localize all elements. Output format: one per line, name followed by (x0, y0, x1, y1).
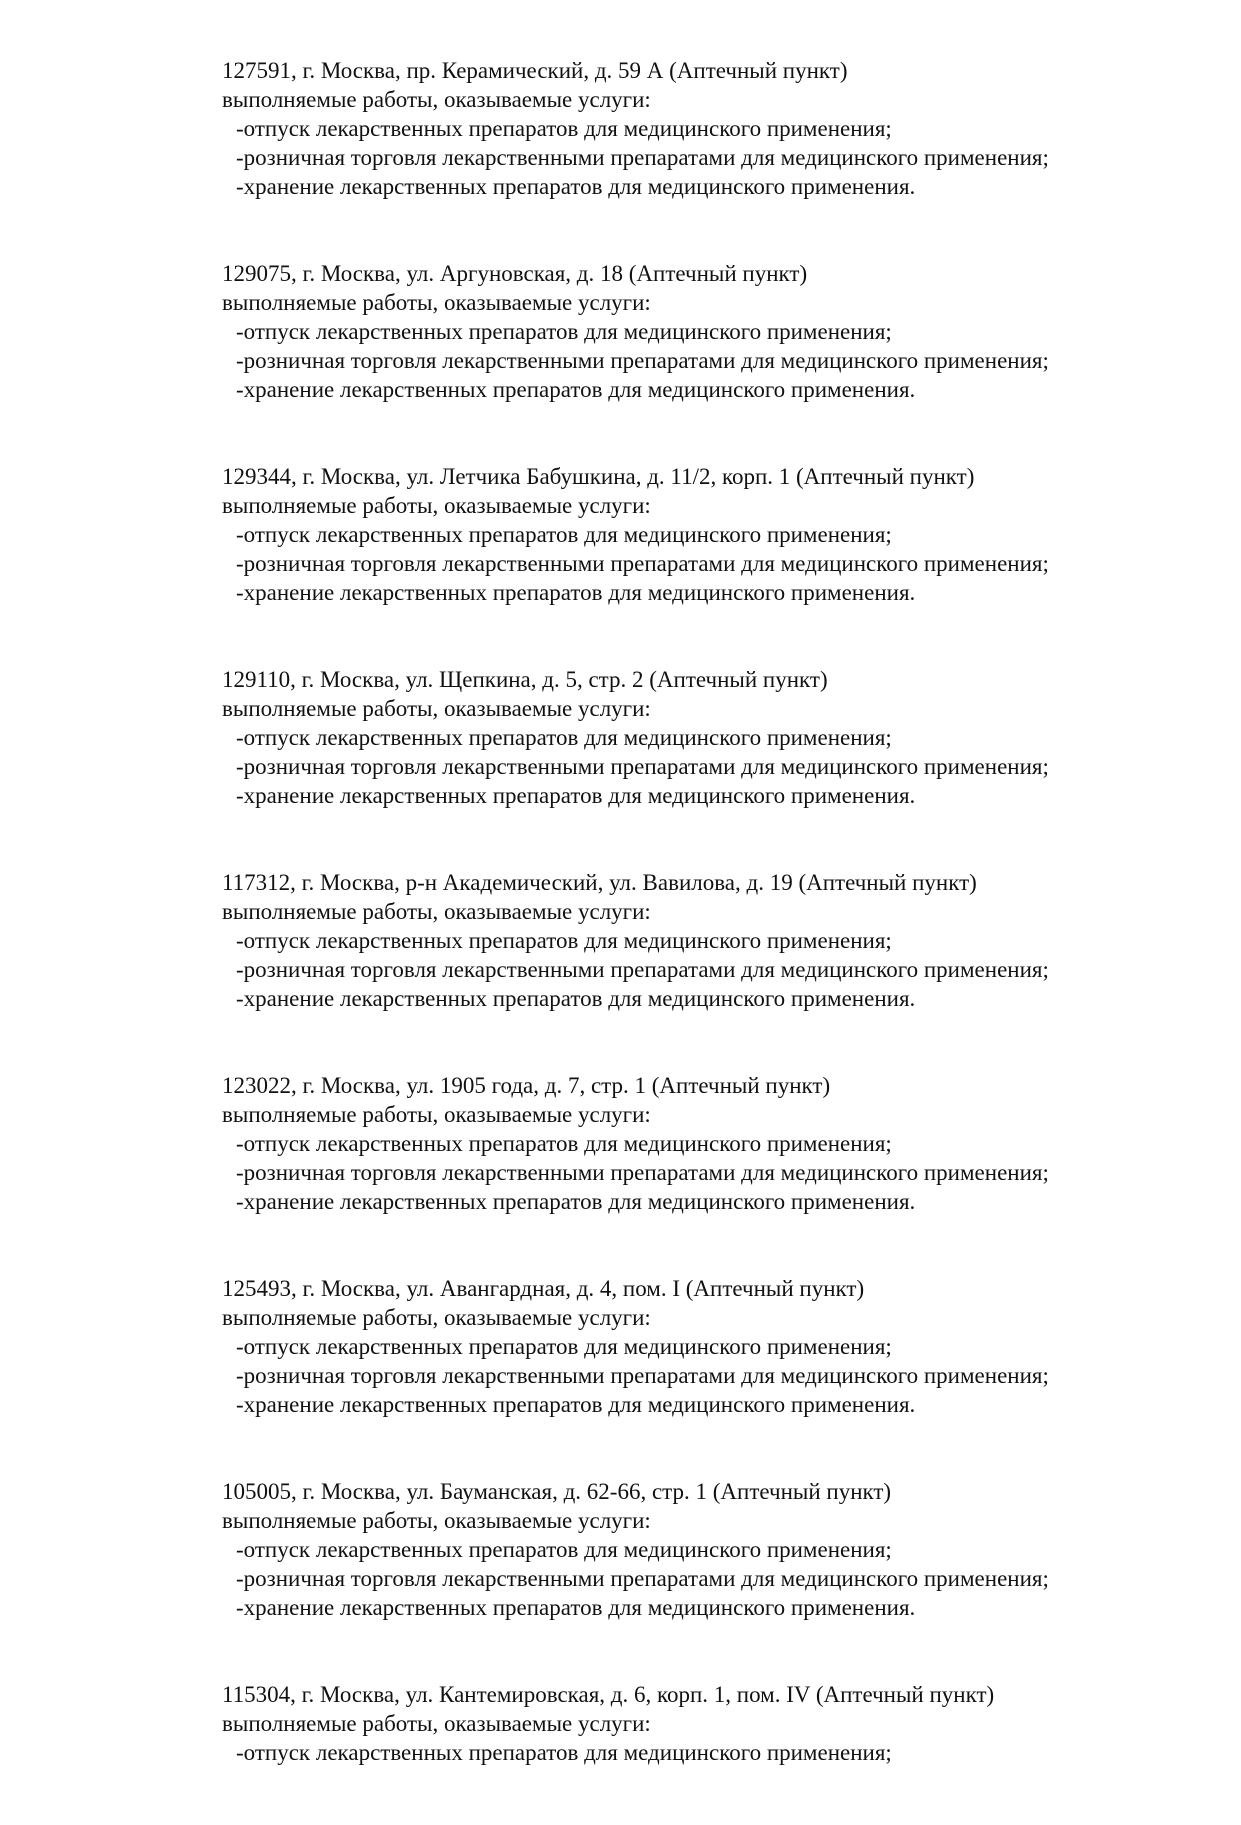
service-item: -хранение лекарственных препаратов для медицинского применения. (236, 1595, 916, 1620)
service-item: -хранение лекарственных препаратов для медицинского применения. (236, 783, 916, 808)
service-item: -отпуск лекарственных препаратов для медицинского применения; (236, 1740, 892, 1765)
entry-address: 123022, г. Москва, ул. 1905 года, д. 7, стр. 1 (Аптечный пункт) (222, 1073, 831, 1098)
service-item: -хранение лекарственных препаратов для медицинского применения. (236, 986, 916, 1011)
pharmacy-entry (222, 1274, 1222, 1419)
pharmacy-entry (222, 259, 1222, 404)
service-item: -отпуск лекарственных препаратов для медицинского применения; (236, 522, 892, 547)
service-item: -розничная торговля лекарственными препаратами для медицинского применения; (236, 348, 1049, 373)
pharmacy-entry (222, 462, 1222, 607)
service-item: -отпуск лекарственных препаратов для медицинского применения; (236, 1537, 892, 1562)
service-item: -розничная торговля лекарственными препаратами для медицинского применения; (236, 145, 1049, 170)
entry-address: 125493, г. Москва, ул. Авангардная, д. 4, пом. I (Аптечный пункт) (222, 1276, 865, 1301)
service-item: -розничная торговля лекарственными препаратами для медицинского применения; (236, 1363, 1049, 1388)
entry-heading: выполняемые работы, оказываемые услуги: (222, 696, 651, 721)
entry-address: 117312, г. Москва, р-н Академический, ул. Вавилова, д. 19 (Аптечный пункт) (222, 870, 977, 895)
entry-heading: выполняемые работы, оказываемые услуги: (222, 1711, 651, 1736)
service-item: -хранение лекарственных препаратов для медицинского применения. (236, 1189, 916, 1214)
service-item: -отпуск лекарственных препаратов для медицинского применения; (236, 928, 892, 953)
entry-heading: выполняемые работы, оказываемые услуги: (222, 1102, 651, 1127)
service-item: -хранение лекарственных препаратов для медицинского применения. (236, 580, 916, 605)
service-item: -отпуск лекарственных препаратов для медицинского применения; (236, 116, 892, 141)
entry-heading: выполняемые работы, оказываемые услуги: (222, 1508, 651, 1533)
pharmacy-entry (222, 665, 1222, 810)
entry-heading: выполняемые работы, оказываемые услуги: (222, 1305, 651, 1330)
service-item: -розничная торговля лекарственными препаратами для медицинского применения; (236, 957, 1049, 982)
pharmacy-entry (222, 56, 1222, 201)
service-item: -отпуск лекарственных препаратов для медицинского применения; (236, 725, 892, 750)
document-body (222, 56, 1222, 1825)
entry-heading: выполняемые работы, оказываемые услуги: (222, 899, 651, 924)
service-item: -розничная торговля лекарственными препаратами для медицинского применения; (236, 1160, 1049, 1185)
service-item: -хранение лекарственных препаратов для медицинского применения. (236, 174, 916, 199)
entry-heading: выполняемые работы, оказываемые услуги: (222, 493, 651, 518)
service-item: -розничная торговля лекарственными препаратами для медицинского применения; (236, 754, 1049, 779)
entry-address: 115304, г. Москва, ул. Кантемировская, д. 6, корп. 1, пом. IV (Аптечный пункт) (222, 1682, 995, 1707)
pharmacy-entry (222, 1477, 1222, 1622)
entry-address: 129110, г. Москва, ул. Щепкина, д. 5, стр. 2 (Аптечный пункт) (222, 667, 828, 692)
service-item: -отпуск лекарственных препаратов для медицинского применения; (236, 319, 892, 344)
entry-heading: выполняемые работы, оказываемые услуги: (222, 87, 651, 112)
entry-address: 129075, г. Москва, ул. Аргуновская, д. 18 (Аптечный пункт) (222, 261, 808, 286)
service-item: -хранение лекарственных препаратов для медицинского применения. (236, 1392, 916, 1417)
service-item: -розничная торговля лекарственными препаратами для медицинского применения; (236, 551, 1049, 576)
pharmacy-entry (222, 1680, 1222, 1767)
entry-heading: выполняемые работы, оказываемые услуги: (222, 290, 651, 315)
service-item: -отпуск лекарственных препаратов для медицинского применения; (236, 1334, 892, 1359)
service-item: -хранение лекарственных препаратов для медицинского применения. (236, 377, 916, 402)
pharmacy-entry (222, 868, 1222, 1013)
entry-address: 127591, г. Москва, пр. Керамический, д. 59 А (Аптечный пункт) (222, 58, 848, 83)
entry-address: 105005, г. Москва, ул. Бауманская, д. 62-66, стр. 1 (Аптечный пункт) (222, 1479, 892, 1504)
service-item: -розничная торговля лекарственными препаратами для медицинского применения; (236, 1566, 1049, 1591)
pharmacy-entry (222, 1071, 1222, 1216)
service-item: -отпуск лекарственных препаратов для медицинского применения; (236, 1131, 892, 1156)
entry-address: 129344, г. Москва, ул. Летчика Бабушкина, д. 11/2, корп. 1 (Аптечный пункт) (222, 464, 975, 489)
